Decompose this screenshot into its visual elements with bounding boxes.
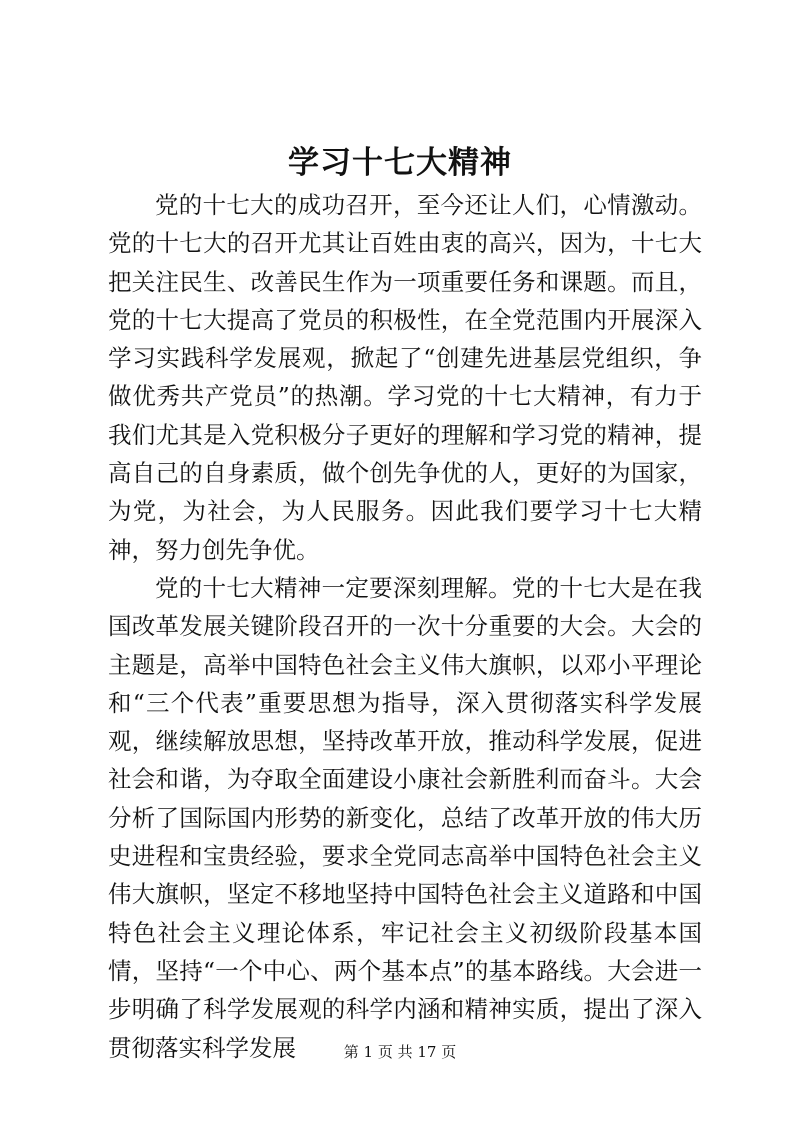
document-body <box>108 186 702 1067</box>
document-title: 学习十七大精神 <box>288 145 512 181</box>
paragraph-1: 党的十七大的成功召开，至今还让人们，心情激动。党的十七大的召开尤其让百姓由衷的高兴，因为，十七大把关注民生、改善民生作为一项重要任务和课题。而且，党的十七大提高了党员的积极性，在全党范围内开展深入学习实践科学发展观，掀起了“创建先进基层党组织，争做优秀共产党员”的热潮。学习党的十七大精神，有力于我们尤其是入党积极分子更好的理解和学习党的精神，提高自己的自身素质，做个创先争优的人，更好的为国家，为党，为社会，为人民服务。因此我们要学习十七大精神，努力创先争优。 <box>108 191 702 564</box>
page-number-footer: 第 1 页 共 17 页 <box>343 1043 457 1061</box>
paragraph-2: 党的十七大精神一定要深刻理解。党的十七大是在我国改革发展关键阶段召开的一次十分重要的大会。大会的主题是，高举中国特色社会主义伟大旗帜，以邓小平理论和“三个代表”重要思想为指导，深入贯彻落实科学发展观，继续解放思想，坚持改革开放，推动科学发展，促进社会和谐，为夺取全面建设小康社会新胜利而奋斗。大会分析了国际国内形势的新变化，总结了改革开放的伟大历史进程和宝贵经验，要求全党同志高举中国特色社会主义伟大旗帜，坚定不移地坚持中国特色社会主义道路和中国特色社会主义理论体系，牢记社会主义初级阶段基本国情，坚持“一个中心、两个基本点”的基本路线。大会进一步明确了科学发展观的科学内涵和精神实质，提出了深入贯彻落实科学发展 <box>108 573 702 1062</box>
